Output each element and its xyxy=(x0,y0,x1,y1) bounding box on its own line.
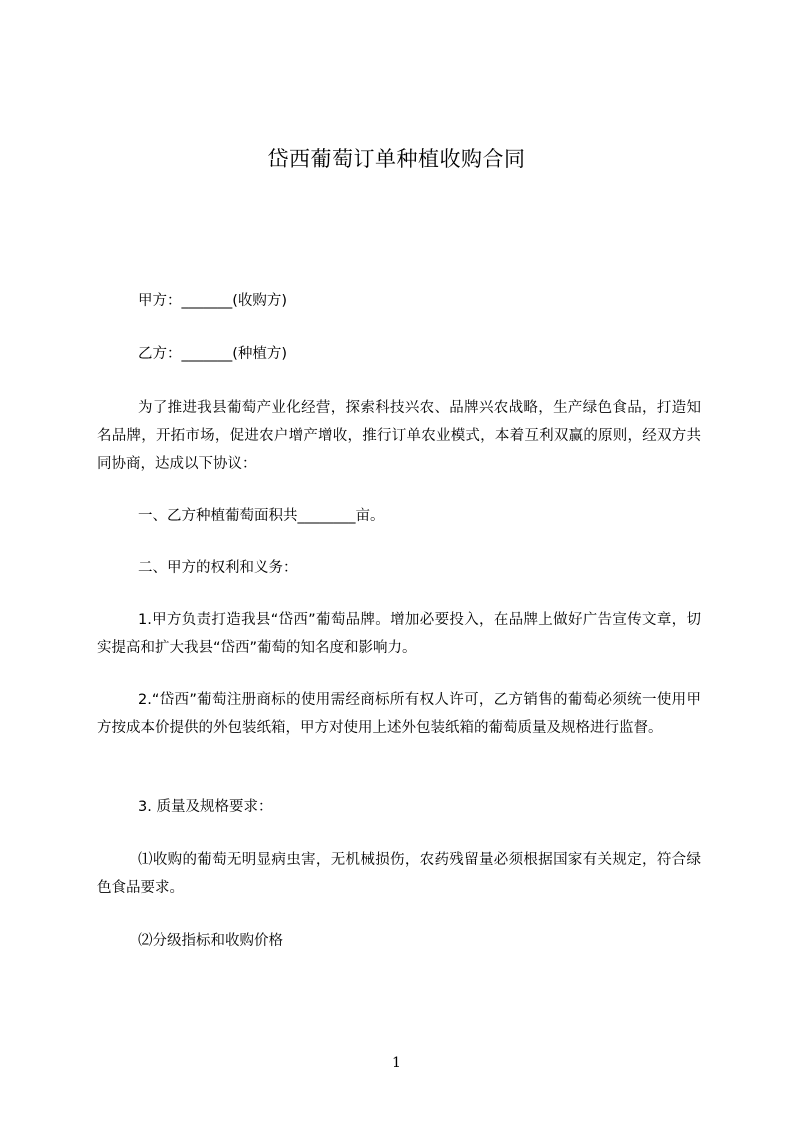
clause-2-heading: 二、甲方的权利和义务： xyxy=(138,560,298,576)
party-a-line: 甲方：_______(收购方) xyxy=(138,293,288,309)
party-b-line: 乙方：_______(种植方) xyxy=(138,346,288,362)
preamble-paragraph: 为了推进我县葡萄产业化经营，探索科技兴农、品牌兴农战略，生产绿色食品，打造知名品牌，开拓市场，促进农户增产增收，推行订单农业模式，本着互利双赢的原则，经双方共同协商，达成以下协议： xyxy=(97,400,701,472)
page-number: 1 xyxy=(392,1055,401,1071)
quality-sub-item-2: ⑵分级指标和收购价格 xyxy=(138,933,283,949)
clause-1: 一、乙方种植葡萄面积共________亩。 xyxy=(138,508,385,524)
clause-2-item-1: 1.甲方负责打造我县“岱西”葡萄品牌。增加必要投入，在品牌上做好广告宣传文章，切实提高和扩大我县“岱西”葡萄的知名度和影响力。 xyxy=(97,612,701,656)
clause-2-item-3-heading: 3. 质量及规格要求： xyxy=(138,799,273,815)
clause-2-item-2: 2.“岱西”葡萄注册商标的使用需经商标所有权人许可，乙方销售的葡萄必须统一使用甲方按成本价提供的外包装纸箱，甲方对使用上述外包装纸箱的葡萄质量及规格进行监督。 xyxy=(97,692,701,736)
quality-sub-item-1: ⑴收购的葡萄无明显病虫害，无机械损伤，农药残留量必须根据国家有关规定，符合绿色食品要求。 xyxy=(97,852,701,896)
document-title: 岱西葡萄订单种植收购合同 xyxy=(267,147,526,171)
